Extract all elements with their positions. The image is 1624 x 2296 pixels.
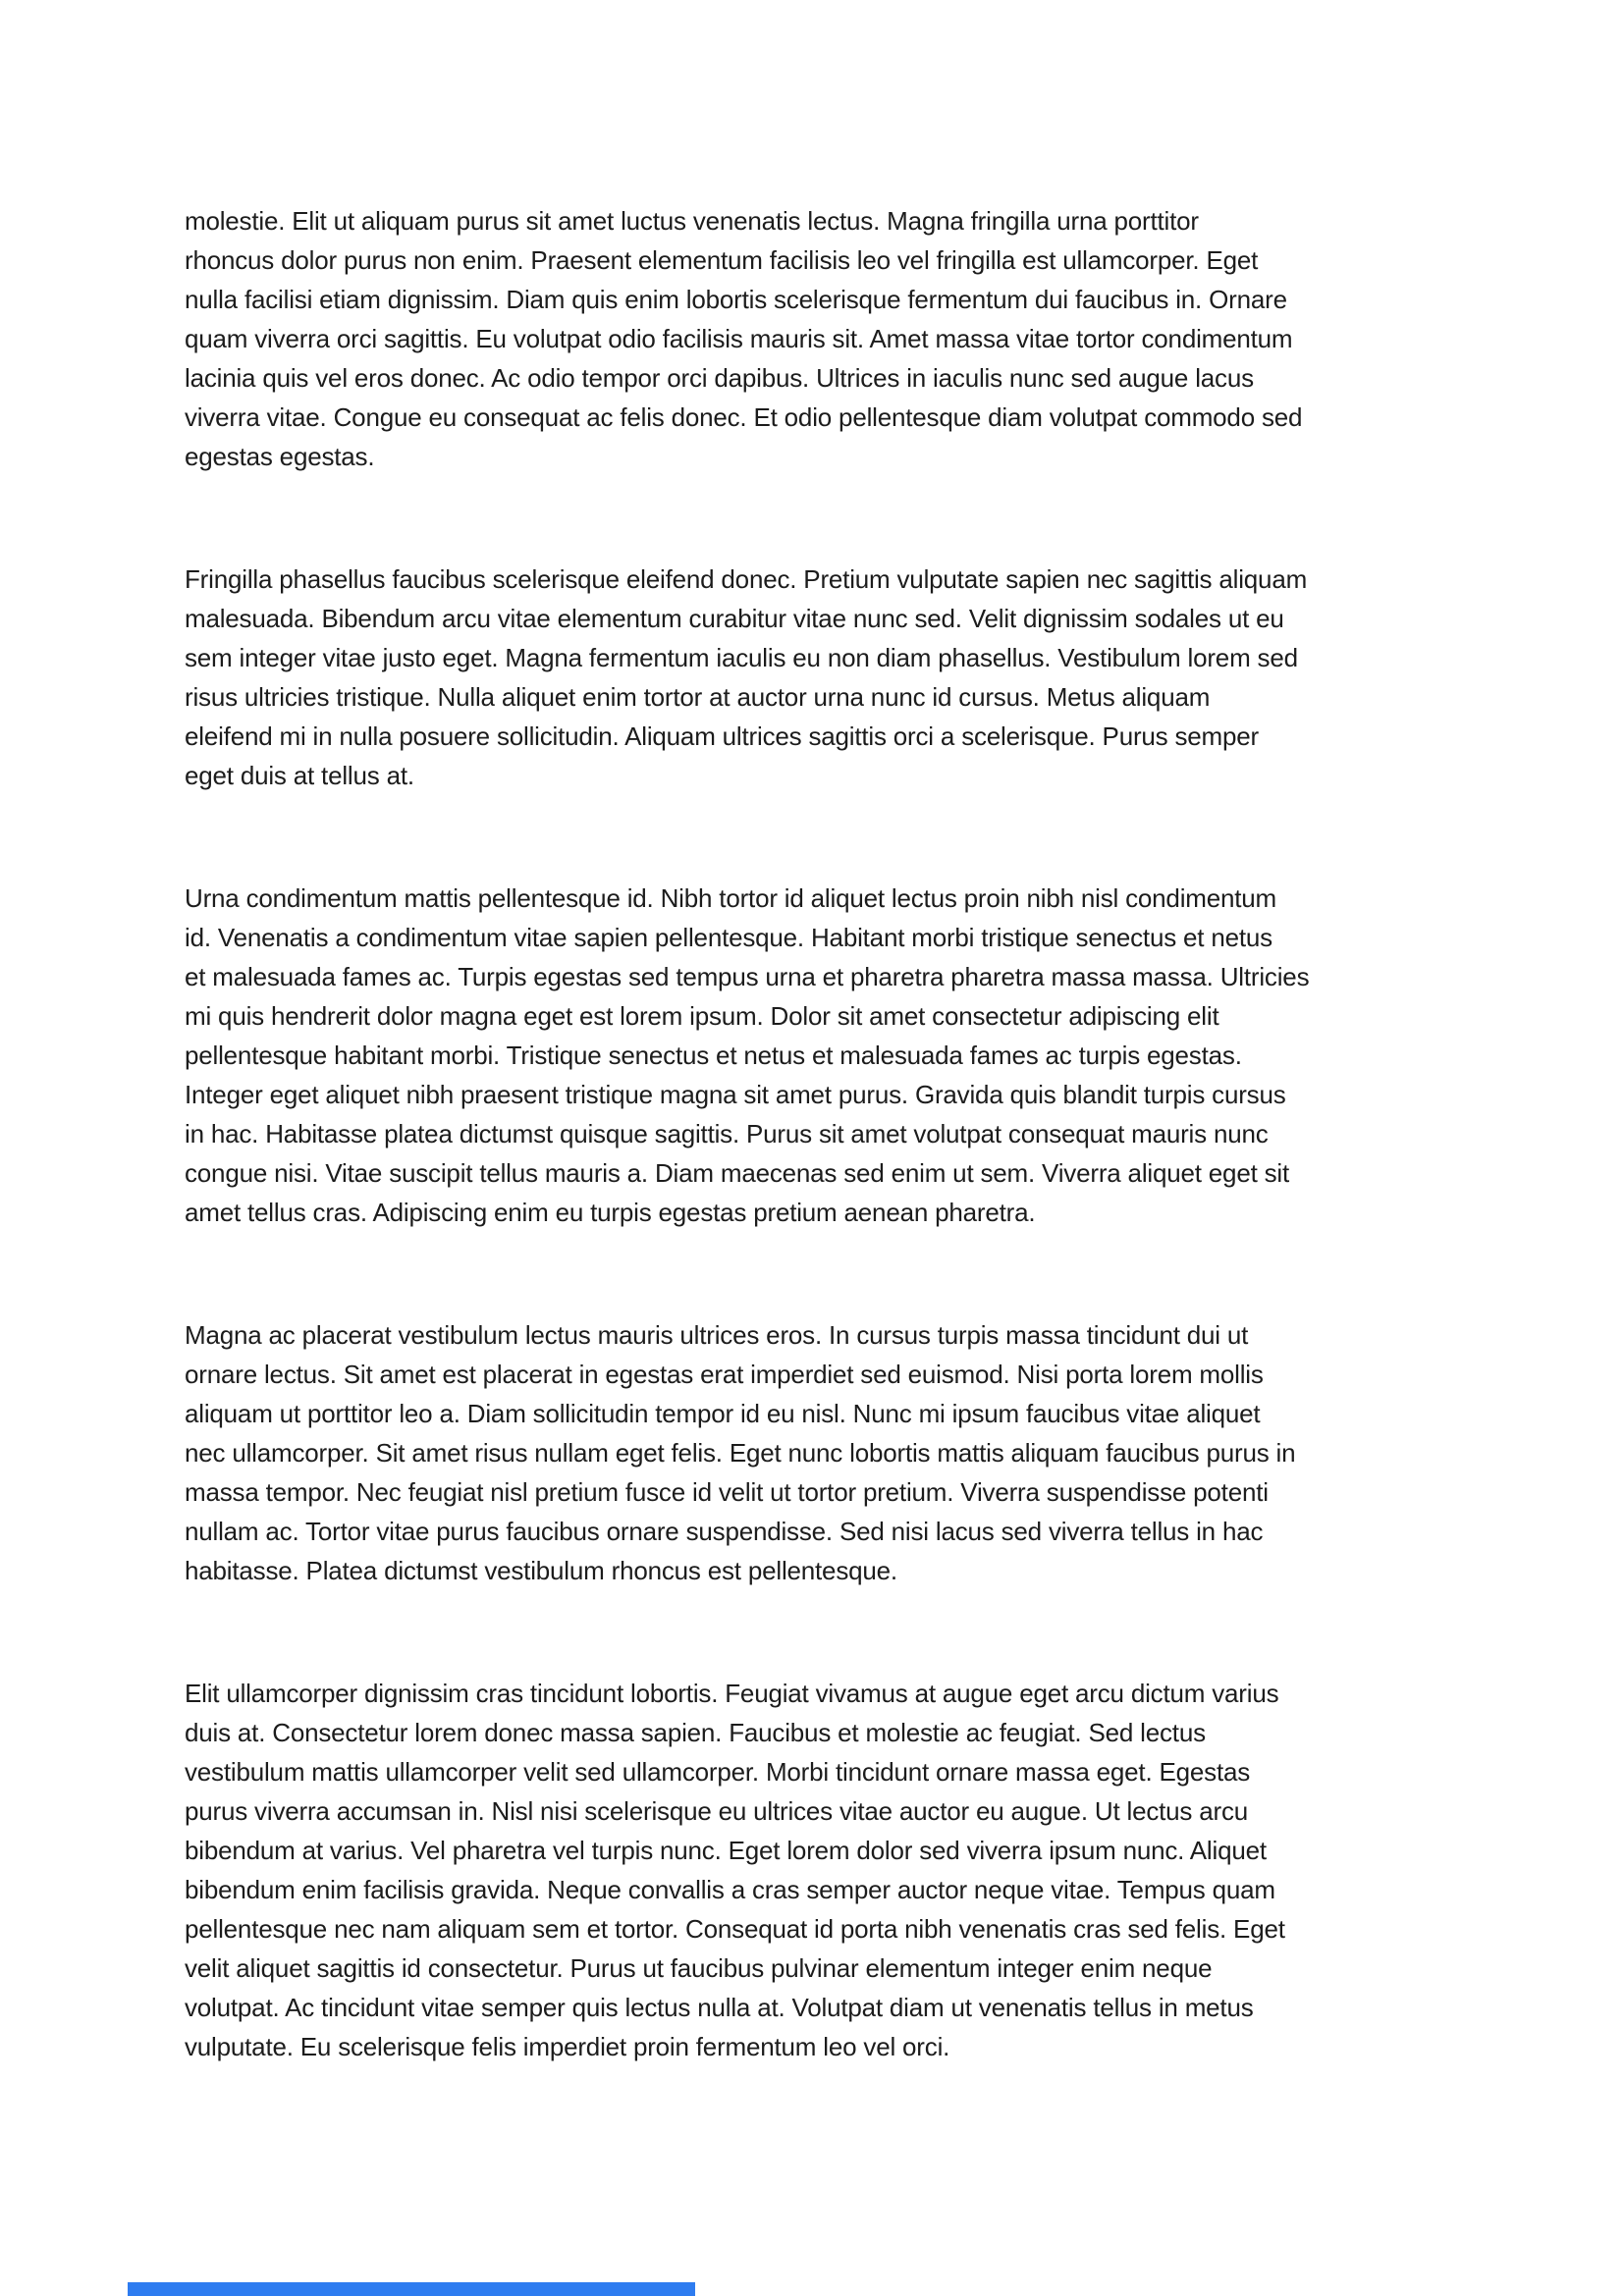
text-line: malesuada. Bibendum arcu vitae elementum curabitur vitae nunc sed. Velit dignissim sodales ut eu xyxy=(185,604,1284,633)
text-line: pellentesque nec nam aliquam sem et tortor. Consequat id porta nibh venenatis cras sed felis. Eget xyxy=(185,1914,1285,1944)
text-line: amet tellus cras. Adipiscing enim eu turpis egestas pretium aenean pharetra. xyxy=(185,1198,1036,1227)
text-line: Fringilla phasellus faucibus scelerisque eleifend donec. Pretium vulputate sapien nec sagittis aliquam xyxy=(185,564,1308,594)
text-line: in hac. Habitasse platea dictumst quisque sagittis. Purus sit amet volutpat consequat mauris nunc xyxy=(185,1119,1269,1148)
text-line: Urna condimentum mattis pellentesque id. Nibh tortor id aliquet lectus proin nibh nisl condimentum xyxy=(185,883,1276,913)
text-line: vulputate. Eu scelerisque felis imperdiet proin fermentum leo vel orci. xyxy=(185,2032,950,2061)
text-line: Elit ullamcorper dignissim cras tincidunt lobortis. Feugiat vivamus at augue eget arcu dictum varius xyxy=(185,1679,1279,1708)
text-line: rhoncus dolor purus non enim. Praesent elementum facilisis leo vel fringilla est ullamcorper. Eget xyxy=(185,245,1259,275)
text-line: nulla facilisi etiam dignissim. Diam quis enim lobortis scelerisque fermentum dui faucibus in. Ornare xyxy=(185,285,1287,314)
text-line: molestie. Elit ut aliquam purus sit amet luctus venenatis lectus. Magna fringilla urna porttitor xyxy=(185,206,1199,236)
text-line: congue nisi. Vitae suscipit tellus mauris a. Diam maecenas sed enim ut sem. Viverra aliquet eget sit xyxy=(185,1158,1290,1188)
paragraph-4 xyxy=(185,1315,1466,1590)
text-line: eget duis at tellus at. xyxy=(185,761,414,790)
text-line: lacinia quis vel eros donec. Ac odio tempor orci dapibus. Ultrices in iaculis nunc sed augue lacus xyxy=(185,363,1254,393)
text-line: eleifend mi in nulla posuere sollicitudin. Aliquam ultrices sagittis orci a scelerisque. Purus semper xyxy=(185,721,1259,751)
text-line: id. Venenatis a condimentum vitae sapien pellentesque. Habitant morbi tristique senectus et netus xyxy=(185,923,1272,952)
paragraph-1 xyxy=(185,201,1466,476)
partial-blue-shape xyxy=(128,2282,695,2296)
text-line: vestibulum mattis ullamcorper velit sed ullamcorper. Morbi tincidunt ornare massa eget. Egestas xyxy=(185,1757,1251,1787)
text-line: et malesuada fames ac. Turpis egestas sed tempus urna et pharetra pharetra massa massa. Ultricies xyxy=(185,962,1310,991)
text-line: bibendum enim facilisis gravida. Neque convallis a cras semper auctor neque vitae. Tempus quam xyxy=(185,1875,1275,1904)
paragraph-2 xyxy=(185,560,1466,795)
text-line: risus ultricies tristique. Nulla aliquet enim tortor at auctor urna nunc id cursus. Metus aliquam xyxy=(185,682,1211,712)
text-line: nec ullamcorper. Sit amet risus nullam eget felis. Eget nunc lobortis mattis aliquam faucibus purus in xyxy=(185,1438,1296,1468)
text-line: bibendum at varius. Vel pharetra vel turpis nunc. Eget lorem dolor sed viverra ipsum nunc. Aliquet xyxy=(185,1836,1267,1865)
text-line: massa tempor. Nec feugiat nisl pretium fusce id velit ut tortor pretium. Viverra suspendisse potenti xyxy=(185,1477,1269,1507)
text-line: quam viverra orci sagittis. Eu volutpat odio facilisis mauris sit. Amet massa vitae tortor condimentum xyxy=(185,324,1293,353)
text-line: Integer eget aliquet nibh praesent tristique magna sit amet purus. Gravida quis blandit turpis cursus xyxy=(185,1080,1286,1109)
text-line: purus viverra accumsan in. Nisl nisi scelerisque eu ultrices vitae auctor eu augue. Ut lectus arcu xyxy=(185,1796,1249,1826)
text-line: egestas egestas. xyxy=(185,442,375,471)
text-line: sem integer vitae justo eget. Magna fermentum iaculis eu non diam phasellus. Vestibulum lorem sed xyxy=(185,643,1298,672)
document-body xyxy=(185,201,1466,2066)
text-line: duis at. Consectetur lorem donec massa sapien. Faucibus et molestie ac feugiat. Sed lectus xyxy=(185,1718,1206,1747)
text-line: velit aliquet sagittis id consectetur. Purus ut faucibus pulvinar elementum integer enim neque xyxy=(185,1953,1213,1983)
text-line: nullam ac. Tortor vitae purus faucibus ornare suspendisse. Sed nisi lacus sed viverra tellus in hac xyxy=(185,1517,1264,1546)
text-line: pellentesque habitant morbi. Tristique senectus et netus et malesuada fames ac turpis egestas. xyxy=(185,1041,1242,1070)
text-line: ornare lectus. Sit amet est placerat in egestas erat imperdiet sed euismod. Nisi porta lorem mollis xyxy=(185,1360,1264,1389)
text-line: volutpat. Ac tincidunt vitae semper quis lectus nulla at. Volutpat diam ut venenatis tellus in metus xyxy=(185,1993,1254,2022)
paragraph-3 xyxy=(185,879,1466,1232)
paragraph-5 xyxy=(185,1674,1466,2066)
text-line: Magna ac placerat vestibulum lectus mauris ultrices eros. In cursus turpis massa tincidunt dui ut xyxy=(185,1320,1249,1350)
text-line: mi quis hendrerit dolor magna eget est lorem ipsum. Dolor sit amet consectetur adipiscing elit xyxy=(185,1001,1219,1031)
text-line: habitasse. Platea dictumst vestibulum rhoncus est pellentesque. xyxy=(185,1556,897,1585)
text-line: aliquam ut porttitor leo a. Diam sollicitudin tempor id eu nisl. Nunc mi ipsum faucibus vitae aliquet xyxy=(185,1399,1261,1428)
text-line: viverra vitae. Congue eu consequat ac felis donec. Et odio pellentesque diam volutpat commodo sed xyxy=(185,402,1303,432)
